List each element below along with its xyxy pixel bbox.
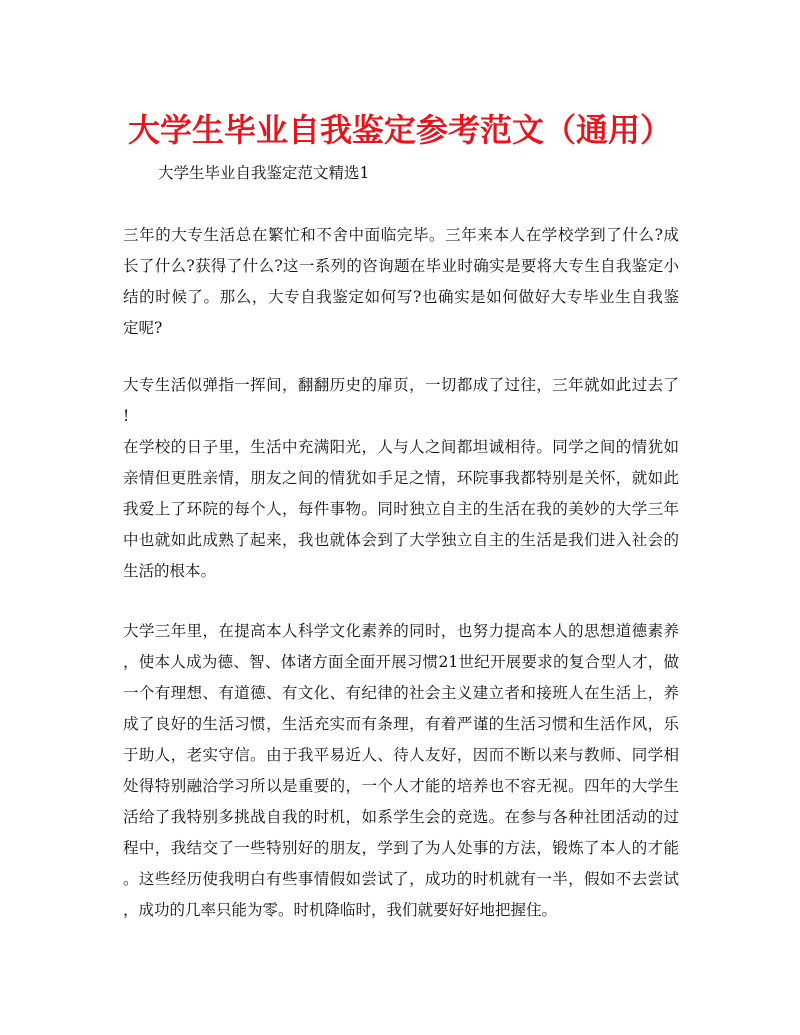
text-line: 于助人，老实守信。由于我平易近人、待人友好，因而不断以来与教师、同学相: [123, 746, 679, 764]
text-line: 一个有理想、有道德、有文化、有纪律的社会主义建立者和接班人在生活上，养: [123, 684, 679, 702]
paragraph-3: [123, 616, 679, 926]
text-line: 我爱上了环院的每个人，每件事物。同时独立自主的生活在我的美妙的大学三年: [123, 500, 679, 518]
text-line: 生活的根本。: [123, 562, 217, 580]
text-line: 成了良好的生活习惯，生活充实而有条理，有着严谨的生活习惯和生活作风，乐: [123, 715, 679, 733]
text-line: 长了什么?获得了什么?这一系列的咨询题在毕业时确实是要将大专生自我鉴定小: [123, 257, 679, 275]
text-line: 处得特别融洽学习所以是重要的，一个人才能的培养也不容无视。四年的大学生: [123, 777, 679, 795]
paragraph-1: [123, 220, 679, 344]
text-line: 在学校的日子里，生活中充满阳光，人与人之间都坦诚相待。同学之间的情犹如: [123, 438, 679, 456]
text-line: 中也就如此成熟了起来，我也就体会到了大学独立自主的生活是我们进入社会的: [123, 531, 679, 549]
text-line: 程中，我结交了一些特别好的朋友，学到了为人处事的方法，锻炼了本人的才能: [123, 839, 679, 857]
document-title: 大学生毕业自我鉴定参考范文（通用）: [127, 111, 672, 149]
text-line: ，成功的几率只能为零。时机降临时，我们就要好好地把握住。: [123, 901, 558, 919]
text-line: 三年的大专生活总在繁忙和不舍中面临完毕。三年来本人在学校学到了什么?成: [123, 226, 679, 244]
paragraph-2: [123, 370, 679, 587]
text-line: 。这些经历使我明白有些事情假如尝试了，成功的时机就有一半，假如不去尝试: [123, 870, 679, 888]
text-line: 结的时候了。那么，大专自我鉴定如何写?也确实是如何做好大专毕业生自我鉴: [123, 288, 679, 306]
text-line: 亲情但更胜亲情，朋友之间的情犹如手足之情，环院事我都特别是关怀，就如此: [123, 469, 679, 487]
section-heading: 大学生毕业自我鉴定范文精选1: [158, 164, 370, 182]
text-line: 大专生活似弹指一挥间，翻翻历史的扉页，一切都成了过往，三年就如此过去了: [123, 376, 679, 394]
text-line: ，使本人成为德、智、体诸方面全面开展习惯21世纪开展要求的复合型人才，做: [123, 653, 679, 671]
text-line: 大学三年里，在提高本人科学文化素养的同时，也努力提高本人的思想道德素养: [123, 622, 679, 640]
text-line: !: [123, 407, 130, 425]
text-line: 活给了我特别多挑战自我的时机，如系学生会的竞选。在参与各种社团活动的过: [123, 808, 679, 826]
text-line: 定呢?: [123, 319, 163, 337]
